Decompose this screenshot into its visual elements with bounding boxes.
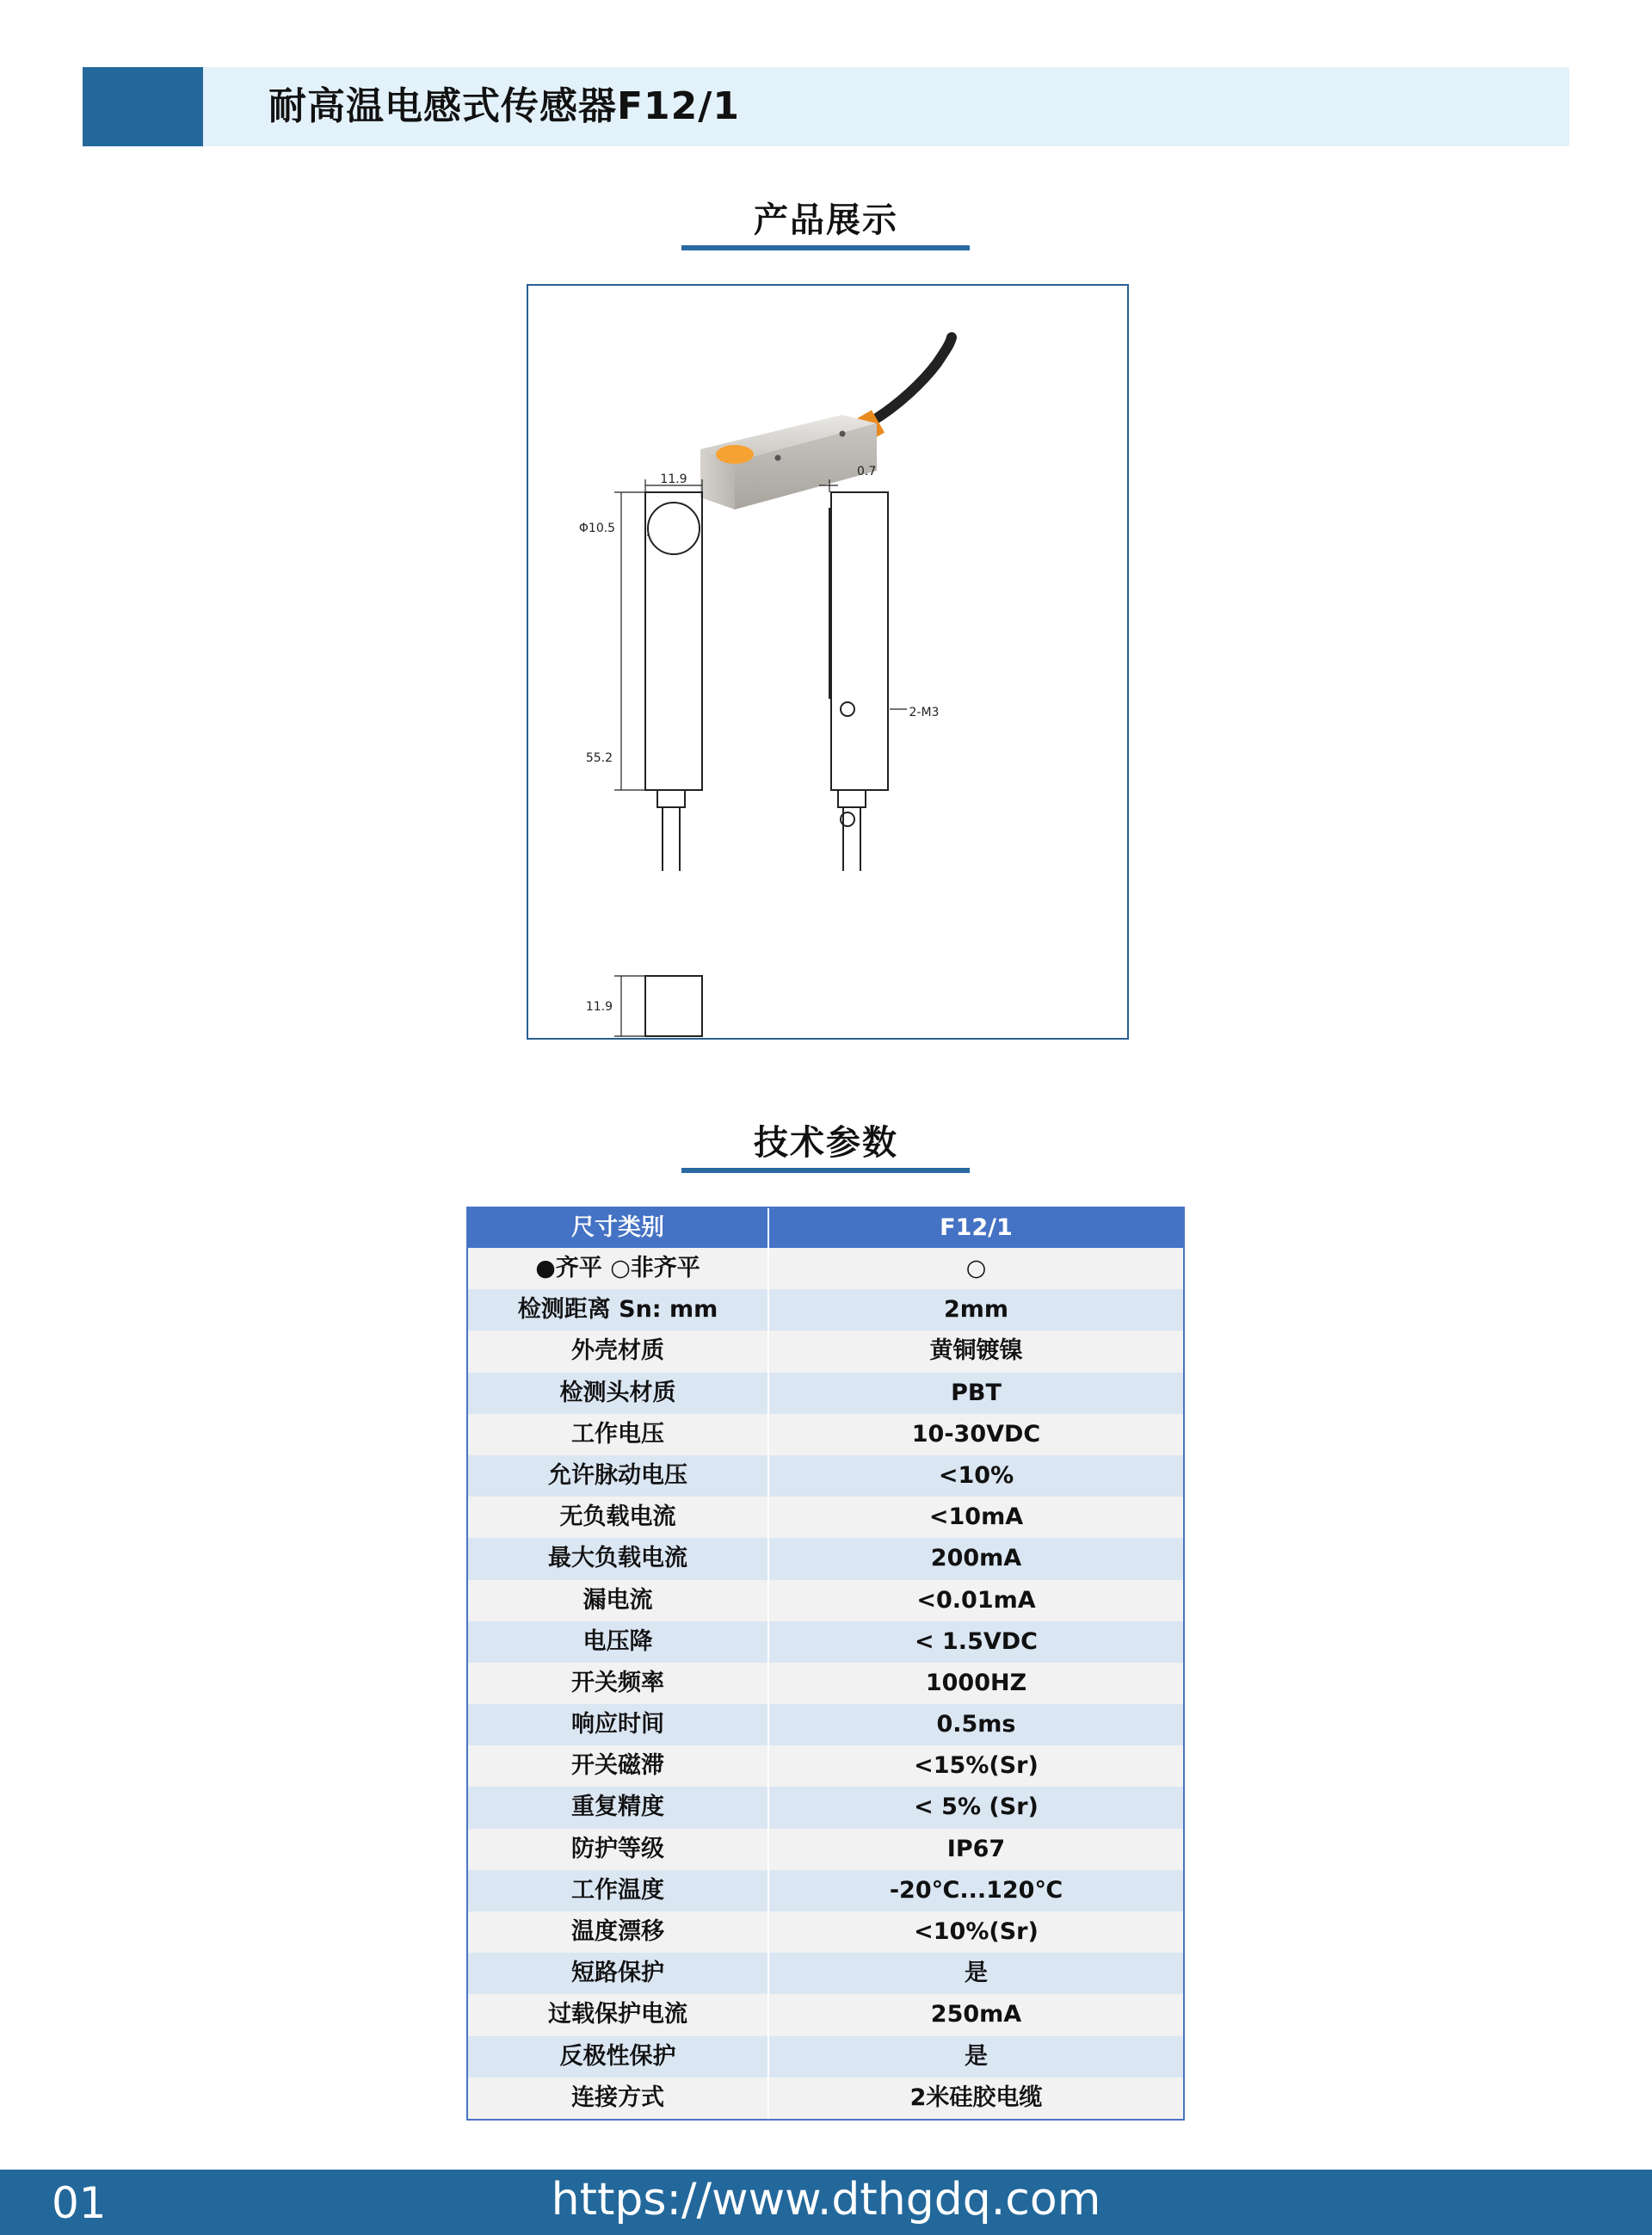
spec-param-value: 250mA (930, 2001, 1022, 2028)
product-section-title: 产品展示 (754, 201, 898, 240)
product-section-underline (681, 245, 970, 250)
table-row (468, 1331, 1183, 1372)
table-row (468, 1663, 1183, 1704)
spec-param-name: 电压降 (468, 1621, 769, 1663)
spec-param-name: 最大负载电流 (468, 1538, 769, 1579)
spec-param-value: ○ (965, 1255, 987, 1281)
spec-param-name: 温度漂移 (468, 1911, 769, 1953)
tech-section-title: 技术参数 (754, 1123, 898, 1163)
spec-param-name: 工作电压 (468, 1414, 769, 1455)
table-row (468, 1538, 1183, 1579)
dim-end-label: 11.9 (585, 1000, 613, 1014)
spec-param-value: < 5% (Sr) (914, 1794, 1039, 1821)
spec-param-name: ●齐平 ○非齐平 (468, 1248, 769, 1289)
spec-param-value: 1000HZ (925, 1669, 1027, 1696)
spec-param-value: 2mm (943, 1296, 1009, 1324)
table-row (468, 1621, 1183, 1663)
spec-header-size: 尺寸类别 (468, 1208, 769, 1248)
spec-param-value: 200mA (930, 1545, 1022, 1572)
spec-param-value: 0.5ms (936, 1711, 1016, 1738)
spec-param-value: IP67 (946, 1835, 1006, 1862)
spec-param-value: PBT (951, 1379, 1002, 1406)
footer-url[interactable]: https://www.dthgdq.com (551, 2174, 1101, 2226)
spec-param-value: <0.01mA (916, 1586, 1036, 1614)
dim-length-label: 55.2 (585, 751, 613, 765)
spec-param-name: 允许脉动电压 (468, 1455, 769, 1497)
product-figure (527, 284, 1129, 1040)
spec-param-name: 无负载电流 (468, 1497, 769, 1538)
table-row (468, 1289, 1183, 1331)
spec-param-value: <10% (938, 1461, 1014, 1489)
spec-param-name: 外壳材质 (468, 1331, 769, 1372)
table-row (468, 1497, 1183, 1538)
dim-width-label: 11.9 (660, 472, 687, 486)
spec-param-value: <10%(Sr) (914, 1918, 1039, 1945)
page-title: 耐高温电感式传感器F12/1 (268, 84, 740, 128)
table-row (468, 1953, 1183, 1994)
cable (868, 337, 952, 423)
drawing-front-view (645, 492, 702, 1036)
table-row (468, 1414, 1183, 1455)
spec-param-name: 工作温度 (468, 1870, 769, 1911)
dim-offset-label: 0.7 (857, 465, 877, 478)
mount-hole-1 (775, 455, 781, 461)
spec-param-value: <15%(Sr) (914, 1752, 1039, 1780)
spec-table (466, 1207, 1185, 2121)
table-row (468, 1787, 1183, 1828)
spec-param-name: 响应时间 (468, 1704, 769, 1745)
spec-param-name: 过载保护电流 (468, 1994, 769, 2035)
table-row (468, 1870, 1183, 1911)
spec-table-header (468, 1208, 1183, 1248)
dim-diameter-label: Φ10.5 (578, 522, 616, 535)
spec-param-name: 检测头材质 (468, 1373, 769, 1414)
dimension-lines (614, 479, 907, 1036)
table-row (468, 1373, 1183, 1414)
table-row (468, 1911, 1183, 1953)
table-row (468, 1745, 1183, 1787)
spec-param-name: 检测距离 Sn: mm (468, 1289, 769, 1331)
spec-param-value: <10mA (928, 1503, 1024, 1531)
spec-param-name: 开关频率 (468, 1663, 769, 1704)
table-row (468, 1704, 1183, 1745)
spec-param-name: 连接方式 (468, 2078, 769, 2119)
spec-header-model: F12/1 (940, 1214, 1013, 1241)
table-row (468, 1994, 1183, 2035)
header-accent-block (83, 67, 203, 146)
spec-param-name: 重复精度 (468, 1787, 769, 1828)
spec-param-value: 是 (965, 2042, 988, 2070)
spec-param-value: 2米硅胶电缆 (909, 2084, 1043, 2111)
spec-param-value: < 1.5VDC (915, 1627, 1038, 1655)
spec-param-value: 10-30VDC (911, 1420, 1041, 1448)
spec-param-name: 反极性保护 (468, 2036, 769, 2078)
page-number: 01 (52, 2178, 107, 2228)
drawing-side-view (829, 492, 888, 871)
dim-thread-label: 2-M3 (909, 706, 940, 719)
table-row (468, 2036, 1183, 2078)
sensor-tip (716, 445, 754, 464)
spec-param-value: 是 (965, 1960, 988, 1987)
spec-param-name: 漏电流 (468, 1580, 769, 1621)
table-row (468, 1248, 1183, 1289)
spec-param-value: -20℃...120℃ (889, 1876, 1063, 1904)
table-row (468, 1580, 1183, 1621)
table-row (468, 2078, 1183, 2119)
product-image (528, 286, 1127, 1038)
mount-hole-2 (840, 431, 846, 437)
spec-param-name: 防护等级 (468, 1829, 769, 1870)
table-row (468, 1455, 1183, 1497)
table-row (468, 1829, 1183, 1870)
tech-section-underline (681, 1168, 970, 1173)
spec-param-value: 黄铜镀镍 (929, 1337, 1023, 1365)
spec-param-name: 短路保护 (468, 1953, 769, 1994)
spec-table-body (468, 1248, 1183, 2119)
spec-param-name: 开关磁滞 (468, 1745, 769, 1787)
